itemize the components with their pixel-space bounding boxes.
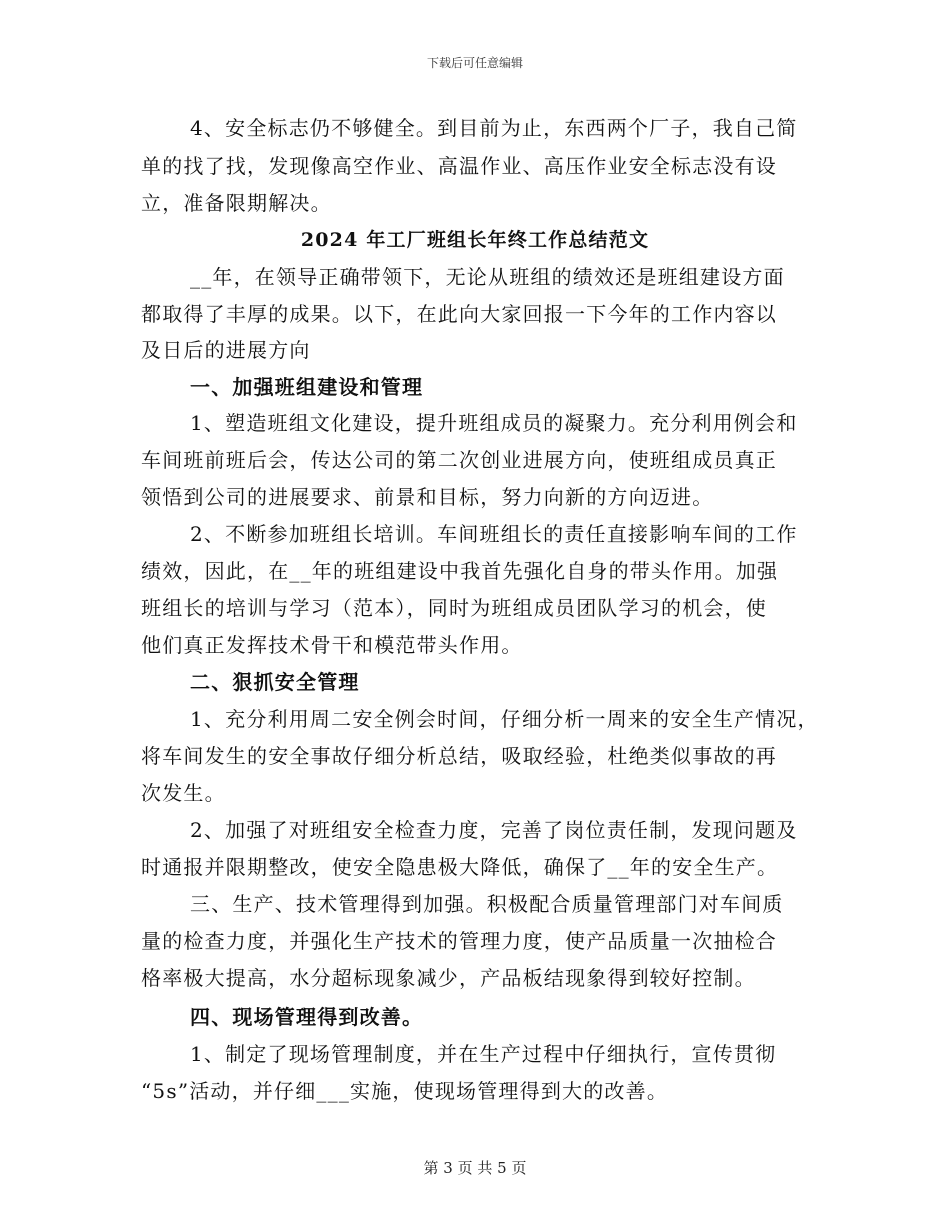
paragraph-line: 4、安全标志仍不够健全。到目前为止，东西两个厂子，我自己简: [190, 116, 798, 140]
paragraph-line: 绩效，因此，在__年的班组建设中我首先强化自身的带头作用。加强: [141, 559, 779, 583]
paragraph-line: 领悟到公司的进展要求、前景和目标，努力向新的方向迈进。: [141, 485, 714, 509]
section-heading: 一、加强班组建设和管理: [190, 375, 424, 399]
page-number: 第 3 页 共 5 页: [423, 1159, 527, 1177]
paragraph-line: 量的检查力度，并强化生产技术的管理力度，使产品质量一次抽检合: [141, 929, 777, 953]
paragraph-line: 班组长的培训与学习（范本），同时为班组成员团队学习的机会，使: [141, 596, 767, 620]
paragraph-line: 单的找了找，发现像高空作业、高温作业、高压作业安全标志没有设: [141, 154, 777, 178]
paragraph-line: 将车间发生的安全事故仔细分析总结，吸取经验，杜绝类似事故的再: [141, 744, 777, 768]
paragraph-line: “5s”活动，并仔细___实施，使现场管理得到大的改善。: [141, 1079, 669, 1103]
paragraph-line: 车间班前班后会，传达公司的第二次创业进展方向，使班组成员真正: [141, 448, 777, 472]
paragraph-line: 1、制定了现场管理制度，并在生产过程中仔细执行，宣传贯彻: [190, 1042, 777, 1066]
paragraph-line: 三、生产、技术管理得到加强。积极配合质量管理部门对车间质: [190, 892, 784, 916]
section-heading: 二、狠抓安全管理: [190, 670, 360, 694]
paragraph-line: 2、不断参加班组长培训。车间班组长的责任直接影响车间的工作: [190, 522, 798, 546]
paragraph-line: 立，准备限期解决。: [141, 191, 332, 215]
paragraph-line: 时通报并限期整改，使安全隐患极大降低，确保了__年的安全生产。: [141, 855, 779, 879]
page-header-note: 下载后可任意编辑: [426, 56, 523, 70]
paragraph-line: 都取得了丰厚的成果。以下，在此向大家回报一下今年的工作内容以: [141, 302, 777, 326]
document-title: 2024 年工厂班组长年终工作总结范文: [300, 229, 650, 251]
paragraph-line: 格率极大提高，水分超标现象减少，产品板结现象得到较好控制。: [141, 966, 756, 990]
paragraph-line: 他们真正发挥技术骨干和模范带头作用。: [141, 633, 523, 657]
paragraph-line: 及日后的进展方向: [141, 338, 311, 362]
paragraph-line: __年，在领导正确带领下，无论从班组的绩效还是班组建设方面: [190, 265, 785, 289]
paragraph-line: 次发生。: [141, 781, 226, 805]
section-heading: 四、现场管理得到改善。: [190, 1005, 424, 1029]
paragraph-line: 2、加强了对班组安全检查力度，完善了岗位责任制，发现问题及: [190, 818, 798, 842]
paragraph-line: 1、塑造班组文化建设，提升班组成员的凝聚力。充分利用例会和: [190, 411, 798, 435]
paragraph-line: 1、充分利用周二安全例会时间，仔细分析一周来的安全生产情况，: [190, 707, 819, 731]
